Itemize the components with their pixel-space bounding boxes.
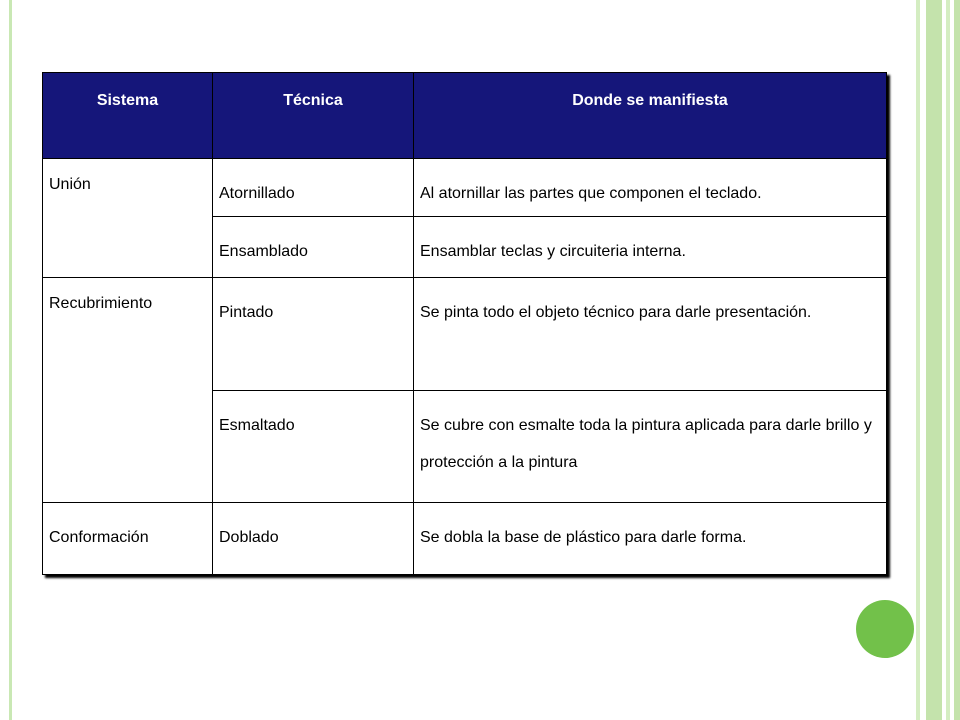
cell-sistema bbox=[43, 159, 213, 278]
header-row bbox=[43, 73, 887, 159]
header-sistema: Sistema bbox=[43, 73, 213, 159]
left-decorative-border bbox=[9, 0, 12, 720]
table-row bbox=[43, 278, 887, 391]
cell-sistema bbox=[43, 278, 213, 503]
cell-sistema: Conformación bbox=[43, 503, 213, 575]
header-donde: Donde se manifiesta bbox=[414, 73, 887, 159]
table-row bbox=[43, 503, 887, 575]
stripe bbox=[954, 0, 960, 720]
cell-donde: Se dobla la base de plástico para darle forma. bbox=[414, 503, 887, 575]
cell-tecnica: Ensamblado bbox=[213, 217, 414, 278]
cell-tecnica: Atornillado bbox=[213, 159, 414, 217]
header-tecnica: Técnica bbox=[213, 73, 414, 159]
cell-tecnica: Pintado bbox=[213, 278, 414, 391]
cell-text: Unión bbox=[49, 176, 91, 193]
cell-tecnica: Esmaltado bbox=[213, 391, 414, 503]
right-decorative-stripes bbox=[916, 0, 960, 720]
cell-donde: Se pinta todo el objeto técnico para darle presentación. bbox=[414, 278, 887, 391]
cell-text: Recubrimiento bbox=[49, 295, 153, 312]
table-row bbox=[43, 159, 887, 217]
decorative-green-circle bbox=[856, 600, 914, 658]
cell-tecnica: Doblado bbox=[213, 503, 414, 575]
stripe bbox=[946, 0, 950, 720]
table-header bbox=[43, 73, 887, 159]
cell-donde: Ensamblar teclas y circuiteria interna. bbox=[414, 217, 887, 278]
stripe bbox=[926, 0, 942, 720]
techniques-table bbox=[42, 72, 887, 575]
stripe bbox=[916, 0, 920, 720]
table-body bbox=[43, 159, 887, 575]
cell-donde: Se cubre con esmalte toda la pintura aplicada para darle brillo y protección a la pintura bbox=[414, 391, 887, 503]
cell-donde: Al atornillar las partes que componen el teclado. bbox=[414, 159, 887, 217]
